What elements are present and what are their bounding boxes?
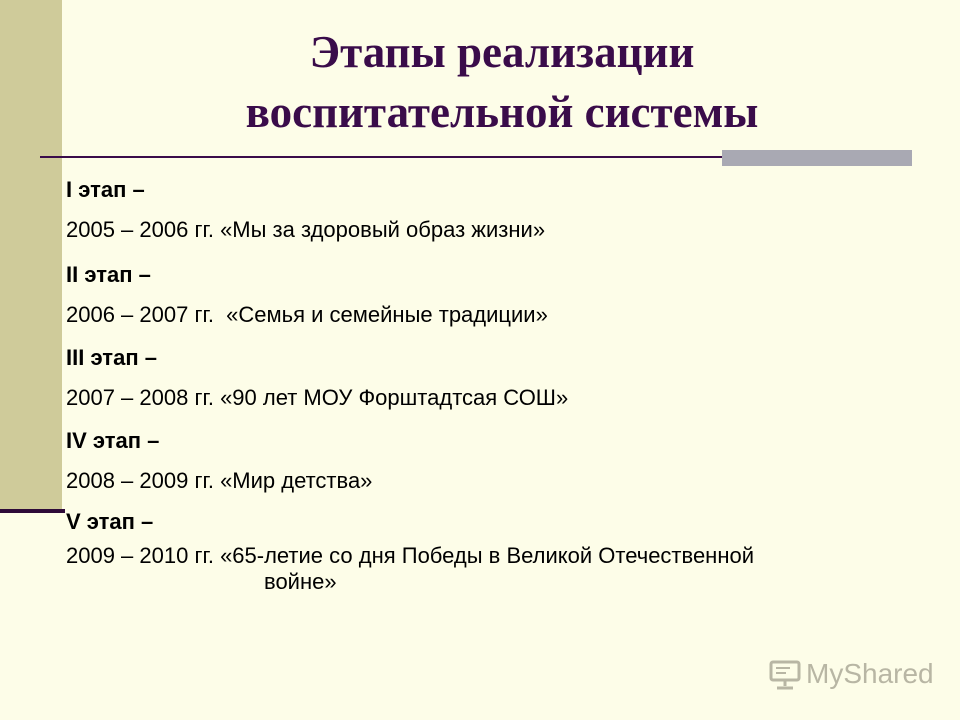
stage-theme: «90 лет МОУ Форштадтсая СОШ» — [220, 385, 569, 410]
stage-description — [66, 468, 372, 494]
stage-description — [66, 217, 545, 243]
stage-label: III этап – — [66, 345, 157, 370]
left-decorative-bar — [0, 0, 62, 512]
stage-label: IV этап – — [66, 428, 160, 453]
myshared-watermark — [768, 656, 934, 692]
title-line-2: воспитательной системы — [245, 87, 759, 137]
stage-label: I этап – — [66, 177, 145, 202]
stage-4 — [66, 428, 372, 494]
stage-3 — [66, 345, 568, 411]
stage-theme: «Мир детства» — [220, 468, 373, 493]
stage-1 — [66, 177, 545, 243]
left-bar-underline — [0, 509, 65, 513]
stage-years: 2009 – 2010 гг. — [66, 543, 214, 568]
stage-theme: «Мы за здоровый образ жизни» — [220, 217, 546, 242]
stage-years: 2007 – 2008 гг. — [66, 385, 214, 410]
stage-label: V этап – — [66, 509, 154, 534]
stage-years: 2006 – 2007 гг. — [66, 302, 214, 327]
stage-theme-continuation: войне» — [264, 569, 337, 594]
stage-years: 2008 – 2009 гг. — [66, 468, 214, 493]
title-line-1: Этапы реализации — [309, 27, 695, 77]
stage-description — [66, 302, 548, 328]
slide-title — [62, 22, 942, 142]
presentation-board-icon — [768, 657, 802, 691]
stage-description — [66, 385, 568, 411]
stage-theme: «Семья и семейные традиции» — [226, 302, 548, 327]
stage-theme: «65-летие со дня Победы в Великой Отечественной — [220, 543, 755, 568]
stage-description — [66, 543, 754, 595]
stage-5 — [66, 509, 754, 595]
title-accent-block — [722, 150, 912, 166]
stage-2 — [66, 262, 548, 328]
stage-label: II этап – — [66, 262, 151, 287]
stage-years: 2005 – 2006 гг. — [66, 217, 214, 242]
watermark-brand: MyShared — [806, 658, 934, 689]
